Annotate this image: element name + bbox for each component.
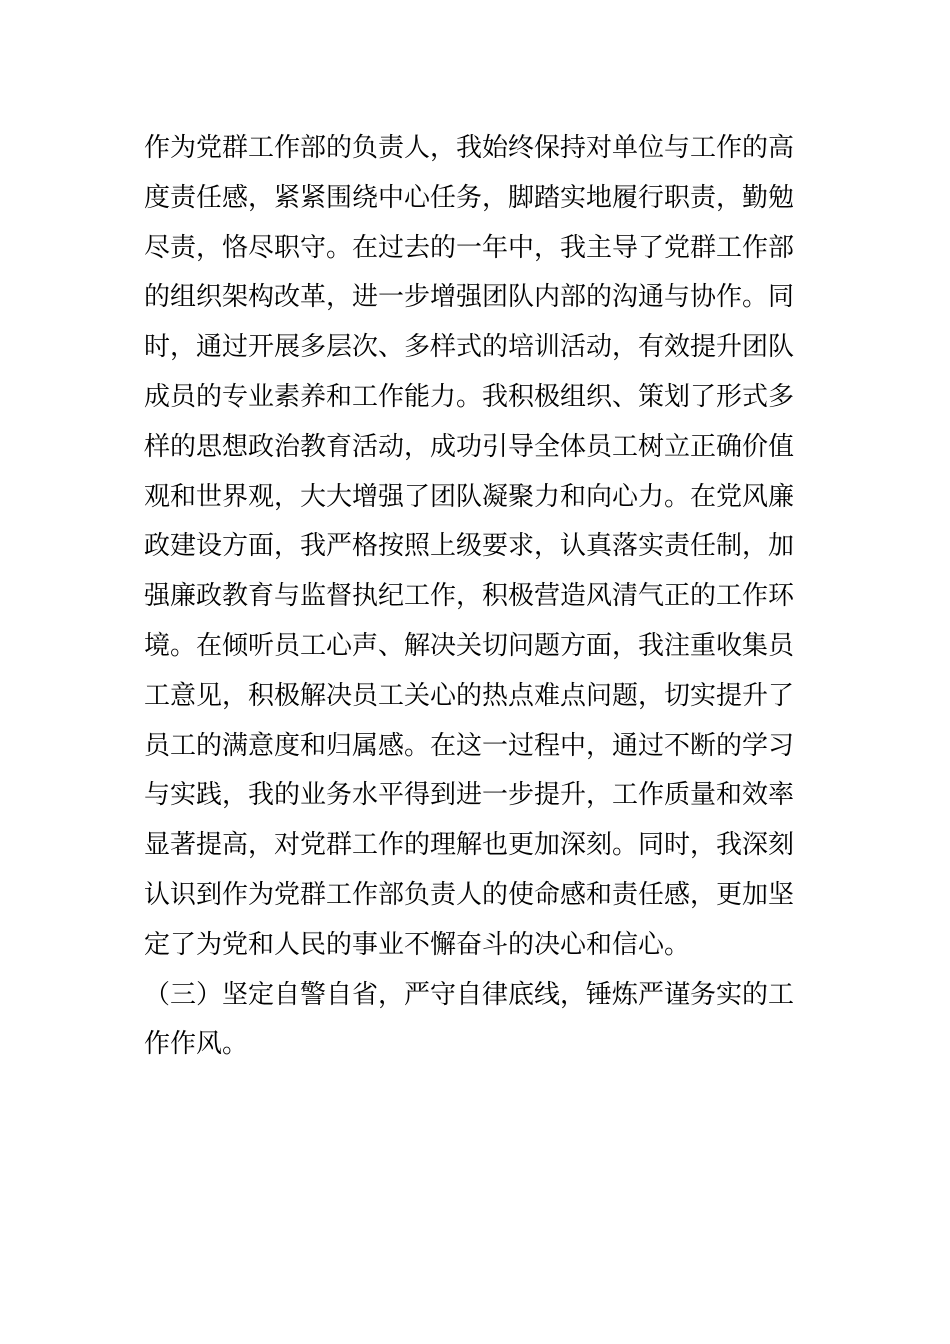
- text-line: 员工的满意度和归属感。在这一过程中，通过不断的学习: [144, 730, 795, 761]
- text-line: （三）坚定自警自省，严守自律底线，锤炼严谨务实的工: [144, 979, 795, 1010]
- text-line: 定了为党和人民的事业不懈奋斗的决心和信心。: [144, 929, 691, 960]
- section-heading: [144, 971, 824, 1071]
- text-line: 作作风。: [144, 1029, 249, 1060]
- text-line: 与实践，我的业务水平得到进一步提升，工作质量和效率: [144, 780, 795, 811]
- text-line: 境。在倾听员工心声、解决关切问题方面，我注重收集员: [144, 630, 795, 661]
- text-line: 样的思想政治教育活动，成功引导全体员工树立正确价值: [144, 431, 795, 462]
- text-line: 成员的专业素养和工作能力。我积极组织、策划了形式多: [144, 381, 795, 412]
- text-line: 强廉政教育与监督执纪工作，积极营造风清气正的工作环: [144, 581, 795, 612]
- text-line: 政建设方面，我严格按照上级要求，认真落实责任制，加: [144, 531, 795, 562]
- text-line: 观和世界观，大大增强了团队凝聚力和向心力。在党风廉: [144, 481, 795, 512]
- body-text: [144, 124, 824, 1070]
- text-line: 作为党群工作部的负责人，我始终保持对单位与工作的高: [144, 133, 795, 163]
- text-line: 显著提高，对党群工作的理解也更加深刻。同时，我深刻: [144, 830, 795, 861]
- text-line: 认识到作为党群工作部负责人的使命感和责任感，更加坚: [144, 879, 795, 910]
- text-line: 的组织架构改革，进一步增强团队内部的沟通与协作。同: [144, 282, 795, 313]
- paragraph: [144, 124, 824, 971]
- text-line: 时，通过开展多层次、多样式的培训活动，有效提升团队: [144, 332, 795, 363]
- text-line: 度责任感，紧紧围绕中心任务，脚踏实地履行职责，勤勉: [144, 182, 795, 213]
- text-line: 尽责，恪尽职守。在过去的一年中，我主导了党群工作部: [144, 232, 795, 263]
- text-line: 工意见，积极解决员工关心的热点难点问题，切实提升了: [144, 680, 795, 711]
